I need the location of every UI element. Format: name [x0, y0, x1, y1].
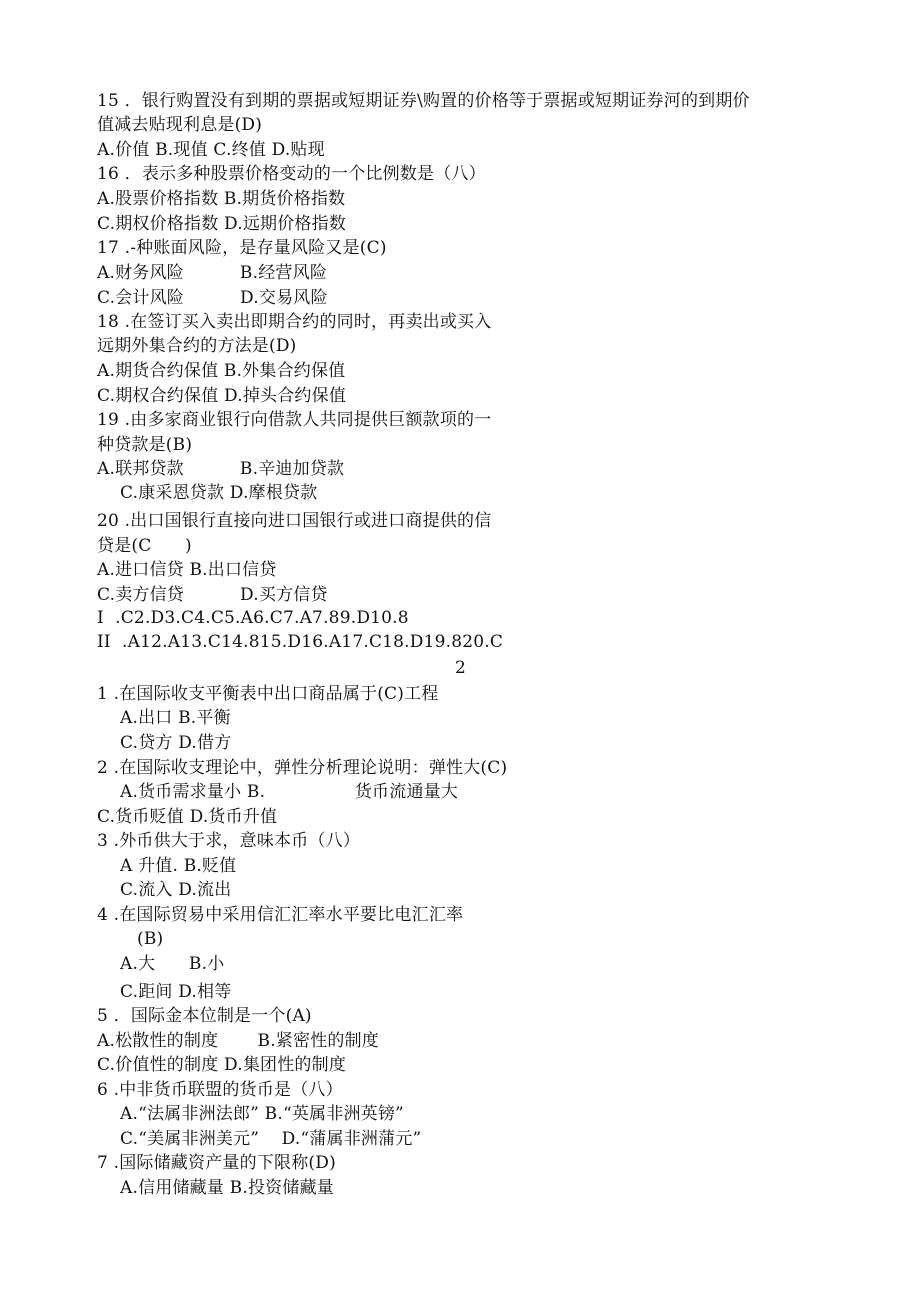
question-6-options-2: C.“美属非洲美元” D.“蒲属非洲蒲元”: [120, 1129, 422, 1149]
question-16-stem: 16 ．表示多种股票价格变动的一个比例数是（八）: [97, 164, 486, 184]
question-15-options: A.价值 B.现值 C.终值 D.贴现: [97, 140, 325, 160]
question-3-options-2: C.流入 D.流出: [120, 880, 232, 900]
question-5-options-1: A.松散性的制度 B.紧密性的制度: [97, 1031, 380, 1051]
question-3-stem: 3 .外币供大于求，意味本币（八）: [97, 831, 361, 851]
page-number: 2: [455, 658, 466, 678]
question-19-options-2: C.康采恩贷款 D.摩根贷款: [120, 483, 318, 503]
question-4-answer: (B): [137, 929, 164, 949]
question-19-stem: 19 .由多家商业银行向借款人共同提供巨额款项的一: [97, 410, 492, 430]
question-16-options-2: C.期权价格指数 D.远期价格指数: [97, 214, 347, 234]
question-17-stem: 17 .-种账面风险，是存量风险又是(C): [97, 238, 387, 258]
question-1-stem: 1 .在国际收支平衡表中出口商品属于(C)工程: [97, 684, 439, 704]
question-18-options-2: C.期权合约保值 D.掉头合约保值: [97, 386, 347, 406]
question-18-options-1: A.期货合约保值 B.外集合约保值: [97, 361, 346, 381]
question-15-stem: 15 ．银行购置没有到期的票据或短期证券\购置的价格等于票据或短期证券河的到期价: [97, 91, 750, 111]
question-5-options-2: C.价值性的制度 D.集团性的制度: [97, 1055, 347, 1075]
question-7-options-1: A.信用储藏量 B.投资储藏量: [120, 1178, 334, 1198]
question-18-stem: 18 .在签订买入卖出即期合约的同时，再卖出或买入: [97, 312, 492, 332]
question-20-options-1: A.进口信贷 B.出口信贷: [97, 560, 277, 580]
question-2-options-1: A.货币需求量小 B. 货币流通量大: [120, 782, 459, 802]
question-4-stem: 4 .在国际贸易中采用信汇汇率水平要比电汇汇率: [97, 905, 464, 925]
answer-key-2: II .A12.A13.C14.815.D16.A17.C18.D19.820.C: [97, 632, 504, 652]
question-2-stem: 2 .在国际收支理论中，弹性分析理论说明：弹性大(C): [97, 758, 508, 778]
question-2-options-2: C.货币贬值 D.货币升值: [97, 807, 278, 827]
question-19-options-1: A.联邦贷款 B.辛迪加贷款: [97, 459, 345, 479]
question-18-stem-cont: 远期外集合约的方法是(D): [97, 336, 297, 356]
question-4-options-2: C.距间 D.相等: [120, 982, 232, 1002]
question-16-options-1: A.股票价格指数 B.期货价格指数: [97, 189, 346, 209]
question-17-options-1: A.财务风险 B.经营风险: [97, 263, 328, 283]
question-19-stem-cont: 种贷款是(B): [97, 435, 193, 455]
question-17-options-2: C.会计风险 D.交易风险: [97, 288, 328, 308]
question-6-options-1: A.“法属非洲法郎” B.“英属非洲英镑”: [120, 1104, 404, 1124]
question-1-options-2: C.贷方 D.借方: [120, 733, 232, 753]
question-7-stem: 7 .国际储藏资产量的下限称(D): [97, 1153, 336, 1173]
answer-key-1: I .C2.D3.C4.C5.A6.C7.A7.89.D10.8: [97, 608, 409, 628]
question-6-stem: 6 .中非货币联盟的货币是（八）: [97, 1080, 343, 1100]
question-4-options-1: A.大 B.小: [120, 954, 225, 974]
question-3-options-1: A 升值. B.贬值: [120, 856, 237, 876]
question-1-options-1: A.出口 B.平衡: [120, 708, 231, 728]
question-20-options-2: C.卖方信贷 D.买方信贷: [97, 585, 328, 605]
question-20-stem: 20 .出口国银行直接向进口国银行或进口商提供的信: [97, 511, 492, 531]
question-15-stem-cont: 值减去贴现利息是(D): [97, 115, 263, 135]
question-20-stem-cont: 贷是(C ): [97, 536, 192, 556]
question-5-stem: 5 ．国际金本位制是一个(A): [97, 1006, 312, 1026]
